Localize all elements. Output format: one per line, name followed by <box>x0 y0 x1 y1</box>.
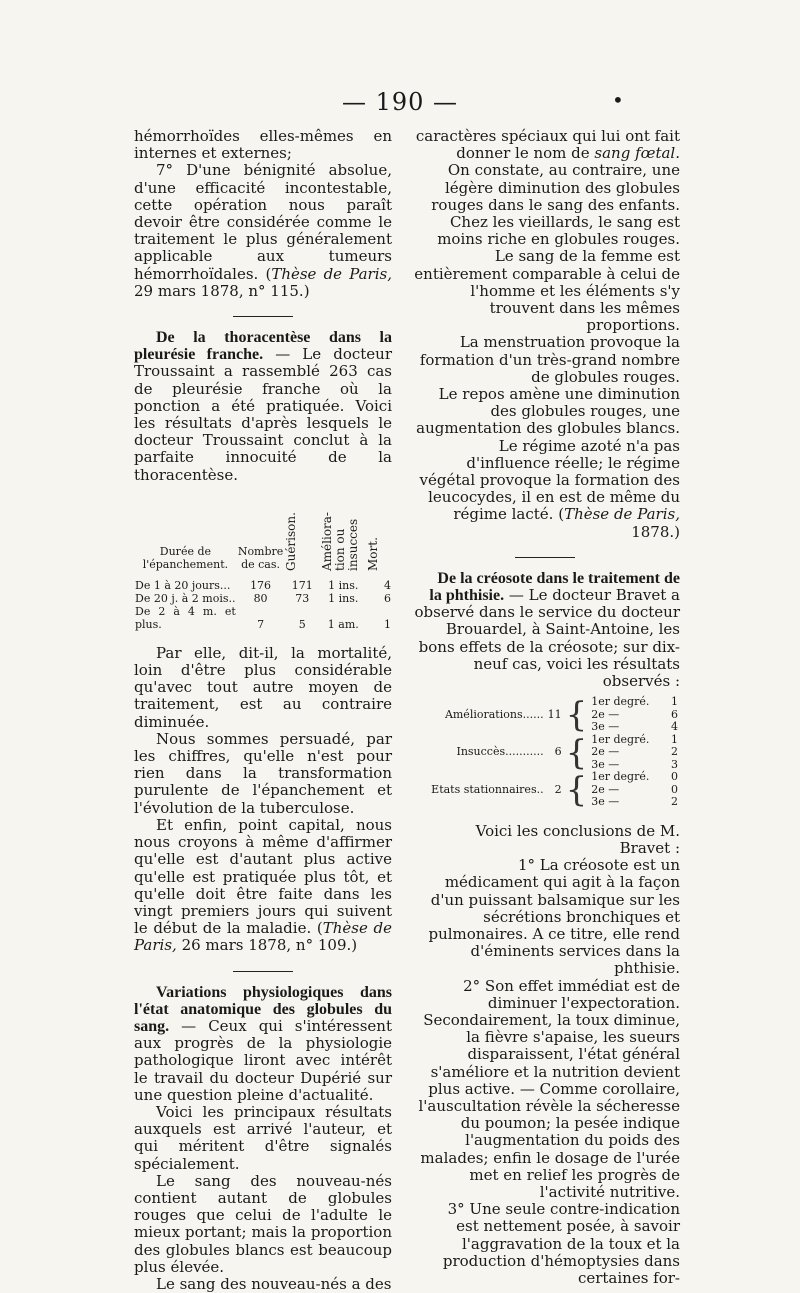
section-divider <box>233 971 293 972</box>
creosote-table <box>410 696 680 809</box>
table-row: De 2 à 4 m. et plus. 7 5 1 am. 1 <box>135 604 391 631</box>
paragraph: 1° La créosote est un médicament qui agit à la façon d'un puissant balsamique sur les sécrétions bronchiques et pulmonaires. A ce titre, elle rend d'éminents services dans la phthisie. <box>428 856 680 978</box>
paragraph: Le sang de la femme est entièrement comparable à celui de l'homme et les éléments s'y trouvent dans les mêmes proportions. <box>414 247 680 335</box>
section-heading: Variations physiologiques dans l'état anatomique des globules du sang. <box>134 983 392 1035</box>
col-header: Guérison. <box>284 511 299 571</box>
section-divider <box>515 557 575 558</box>
paragraph: Voici les conclusions de M. Bravet : <box>475 821 680 857</box>
paragraph: On constate, au contraire, une légère diminution des globules rouges dans le sang des enfants. <box>431 161 680 214</box>
paragraph: 2° Son effet immédiat est de diminuer l'expectoration. Secondairement, la toux diminue, la fièvre s'apaise, les sueurs disparaissent, l'état général s'améliore et la nutrition devient plus active. — Comme corollaire, l'auscultation révèle la sécheresse du poumon; la pesée indique l'augmentation du poids des malades; enfin le dosage de l'urée met en relief les progrès de l'activité nutritive. <box>418 976 680 1202</box>
section-thoracentese: De la thoracentèse dans la pleurésie franche. — Le docteur Troussaint a rassemblé 263 cas de pleurésie franche où la ponction a été pratiquée. Voici les résultats d'après lesquels le docteur Troussaint conclut à la parfaite innocuité de la thoracentèse. <box>134 329 393 484</box>
paragraph: Le sang des nouveau-nés contient autant de globules rouges que celui de l'adulte le mieux portant; mais la proportion des globules blancs est beaucoup plus élevée. <box>134 1171 392 1276</box>
col-header: Durée de l'épanchement. <box>142 544 229 571</box>
table-row: De 1 à 20 jours... 176 171 1 ins. 4 <box>135 578 391 592</box>
paragraph: Voici les principaux résultats auxquels est arrivé l'auteur, et qui méritent d'être signalés spécialement. <box>134 1102 392 1173</box>
paragraph: 7° D'une bénignité absolue, d'une efficacité incontestable, cette opération nous paraît devoir être considérée comme le traitement le plus généralement applicable aux tumeurs hémorrhoïdales. (Thèse de Paris, 29 mars 1878, n° 115.) <box>134 161 392 300</box>
right-column <box>410 128 680 1287</box>
col-header: Nombre de cas. <box>237 544 284 571</box>
section-heading: De la thoracentèse dans la pleurésie franche. <box>134 329 392 364</box>
paragraph: Par elle, dit-il, la mortalité, loin d'être plus considérable qu'avec tout autre moyen de traitement, est au contraire diminuée. <box>134 643 392 731</box>
page-number: — 190 — <box>341 88 459 116</box>
paragraph: 3° Une seule contre-indication est nettement posée, à savoir l'aggravation de la toux et la production d'hémoptysies dans certaines for- <box>442 1200 680 1288</box>
col-header: Améliora-tion ou insucces <box>320 511 361 571</box>
paragraph: hémorrhoïdes elles-mêmes en internes et externes; <box>134 127 392 163</box>
paragraph: Le régime azoté n'a pas d'influence réelle; le régime végétal provoque la formation des leucocydes, il en est de même du régime lacté. (Thèse de Paris, 1878.) <box>419 436 680 541</box>
paragraph: La menstruation provoque la formation d'un très-grand nombre de globules rouges. <box>419 333 680 386</box>
section-divider <box>233 316 293 317</box>
table-row: Insuccès........... 6 { 1er degré. 1 2e — 2 3e — 3 <box>456 732 678 773</box>
paragraph: Le sang des nouveau-nés a des <box>156 1274 392 1293</box>
table-row: Améliorations...... 11 { 1er degré. 1 2e — 6 3e — 4 <box>444 695 678 736</box>
paragraph: Et enfin, point capital, nous nous croyons à même d'affirmer qu'elle est d'autant plus active qu'elle est pratiquée plus tôt, et qu'elle doit être faite dans les vingt premiers jours qui suivent le début de la maladie. (Thèse de Paris, 26 mars 1878, n° 109.) <box>134 815 392 955</box>
col-header: Mort. <box>366 536 381 571</box>
section-heading: De la créosote dans le traitement de la phthisie. <box>429 569 680 605</box>
left-column <box>134 128 392 1293</box>
section-creosote: De la créosote dans le traitement de la phthisie. — Le docteur Bravet a observé dans le service du docteur Brouardel, à Saint-Antoine, les bons effets de la créosote; sur dix-neuf cas, voici les résultats observés : <box>414 569 680 691</box>
table-row: Etats stationnaires.. 2 { 1er degré. 0 2e — 0 3e — 2 <box>431 770 678 811</box>
paragraph: Nous sommes persuadé, par les chiffres, qu'elle n'est pour rien dans la transformation purulente de l'épanchement et l'évolution de la tuberculose. <box>134 729 392 817</box>
thoracentese-table <box>134 490 392 631</box>
paragraph: Chez les vieillards, le sang est moins riche en globules rouges. <box>437 213 680 249</box>
section-globules: Variations physiologiques dans l'état anatomique des globules du sang. — Ceux qui s'intéressent aux progrès de la physiologie pathologique liront avec intérêt le travail du docteur Dupérié sur une question pleine d'actualité. <box>134 983 392 1104</box>
paragraph: caractères spéciaux qui lui ont fait donner le nom de sang fœtal. <box>415 127 680 163</box>
page-mark: • <box>612 88 624 112</box>
table-row: De 20 j. à 2 mois.. 80 73 1 ins. 6 <box>135 591 391 605</box>
paragraph: Le repos amène une diminution des globules rouges, une augmentation des globules blancs. <box>416 385 680 438</box>
